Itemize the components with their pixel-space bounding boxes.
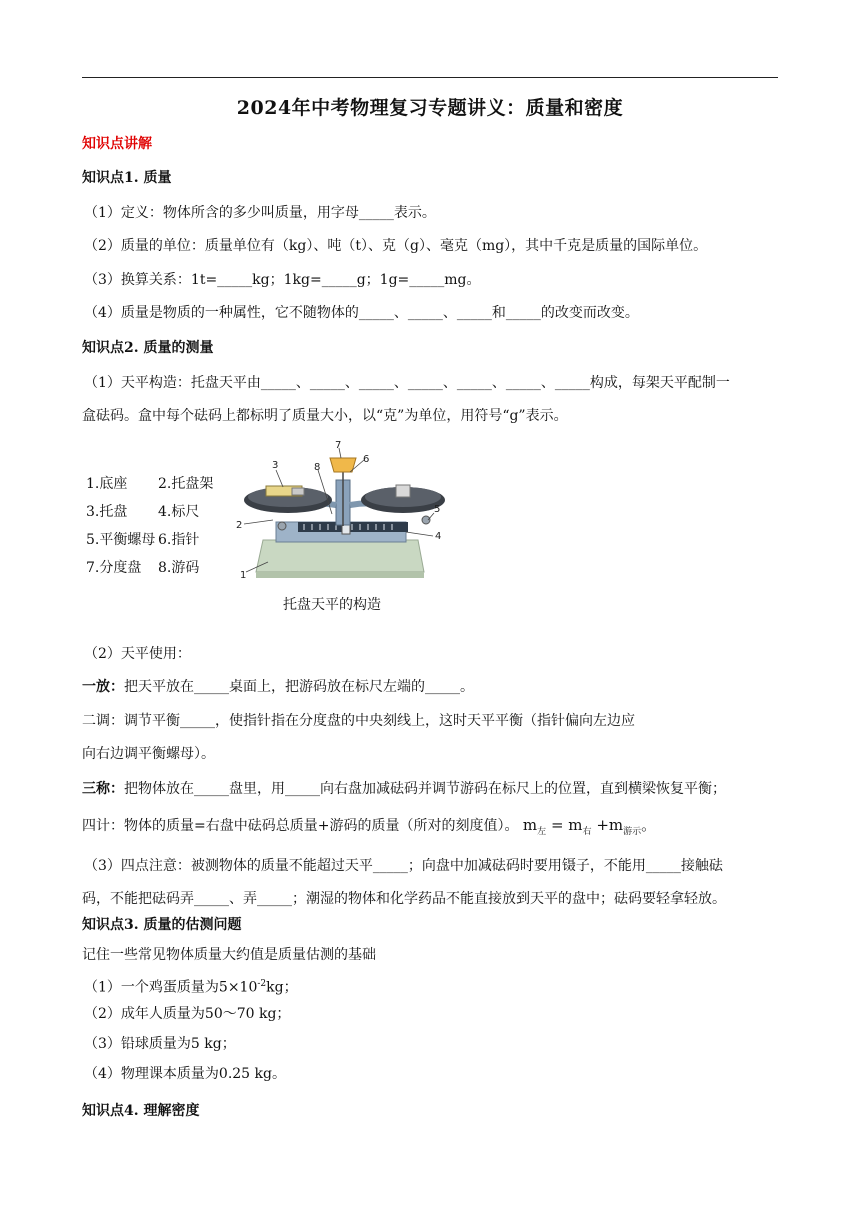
notes-line-2: 码，不能把砝码弄_____、弄_____；潮湿的物体和化学药品不能直接放到天平的盘中；砝码要轻拿轻放。	[82, 891, 726, 907]
formula-rider: 游示	[623, 827, 642, 837]
figure-label-7: 7	[335, 440, 342, 451]
step-2-cont: 向右边调平衡螺母）。	[82, 746, 215, 762]
legend-item: 2.托盘架	[158, 476, 214, 492]
legend-row	[86, 498, 213, 526]
figure-label-3: 3	[272, 460, 279, 471]
k2-heading: 知识点2. 质量的测量	[82, 340, 214, 356]
step-2	[82, 712, 635, 730]
balance-legend	[86, 470, 213, 582]
step-2-label: 二调：	[82, 713, 124, 729]
legend-row	[86, 526, 213, 554]
formula-left: 左	[537, 827, 547, 837]
figure-label-8: 8	[314, 462, 321, 473]
use-heading: （2）天平使用：	[84, 646, 191, 662]
legend-item: 4.标尺	[158, 504, 200, 520]
page-title: 2024年中考物理复习专题讲义：质量和密度	[236, 97, 624, 119]
k1-line-2: （2）质量的单位：质量单位有（kg）、吨（t）、克（g）、毫克（mg），其中千克是质量的国际单位。	[84, 238, 708, 254]
step-2-text: 调节平衡_____，使指针指在分度盘的中央刻线上，这时天平平衡（指针偏向左边应	[124, 713, 635, 729]
k1-heading: 知识点1. 质量	[82, 170, 172, 186]
k3-exponent: -2	[257, 979, 267, 989]
k3-line-3: （3）铅球质量为5 kg；	[84, 1036, 236, 1052]
k1-line-1: （1）定义：物体所含的多少叫质量，用字母_____表示。	[84, 205, 436, 221]
k3-line-1b: kg；	[266, 979, 298, 996]
figure-label-5: 5	[434, 504, 441, 515]
legend-row	[86, 554, 213, 582]
figure-label-4: 4	[435, 531, 442, 542]
step-1	[82, 678, 474, 696]
legend-item: 3.托盘	[86, 504, 128, 520]
k3-line-1	[84, 975, 298, 997]
legend-item: 8.游码	[158, 560, 200, 576]
formula-eq: = m	[550, 816, 583, 834]
step-3	[82, 780, 726, 798]
k1-line-3: （3）换算关系：1t=_____kg；1kg=_____g；1g=_____mg。	[84, 272, 481, 288]
k3-line-4: （4）物理课本质量为0.25 kg。	[84, 1066, 286, 1082]
k2-line-1b: 盒砝码。盒中每个砝码上都标明了质量大小，以“克”为单位，用符号“g”表示。	[82, 408, 568, 424]
figure-label-1: 1	[240, 570, 247, 581]
formula-m: m	[522, 816, 538, 834]
step-4	[82, 816, 656, 841]
step-3-label: 三称：	[82, 781, 124, 797]
mass-formula	[522, 816, 657, 837]
legend-item: 6.指针	[158, 532, 200, 548]
formula-end: 。	[641, 816, 657, 834]
formula-plus: +m	[596, 816, 624, 834]
figure-label-2: 2	[236, 520, 243, 531]
k1-line-4: （4）质量是物质的一种属性，它不随物体的_____、_____、_____和_____的改变而改变。	[84, 305, 639, 321]
k3-heading: 知识点3. 质量的估测问题	[82, 917, 242, 933]
legend-row	[86, 470, 213, 498]
step-1-label: 一放：	[82, 679, 124, 695]
notes-line-1: （3）四点注意：被测物体的质量不能超过天平_____；向盘中加减砝码时要用镊子，不能用_____接触砝	[84, 858, 723, 874]
k2-line-1a: （1）天平构造：托盘天平由_____、_____、_____、_____、_____、_____、_____构成，每架天平配制一	[84, 375, 730, 391]
step-3-text: 把物体放在_____盘里，用_____向右盘加减砝码并调节游码在标尺上的位置，直到横梁恢复平衡；	[124, 781, 726, 797]
k3-line-1a: （1）一个鸡蛋质量为5×10	[84, 979, 258, 996]
balance-illustration	[228, 440, 448, 590]
header-rule	[82, 77, 778, 78]
figure-caption: 托盘天平的构造	[283, 597, 381, 613]
step-4-label: 四计：	[82, 818, 124, 834]
section-heading: 知识点讲解	[82, 136, 152, 152]
legend-item: 5.平衡螺母	[86, 532, 156, 548]
k3-intro: 记住一些常见物体质量大约值是质量估测的基础	[82, 947, 376, 963]
k4-heading: 知识点4. 理解密度	[82, 1103, 200, 1119]
step-1-text: 把天平放在_____桌面上，把游码放在标尺左端的_____。	[124, 679, 474, 695]
legend-item: 1.底座	[86, 476, 128, 492]
formula-right: 右	[582, 827, 592, 837]
step-4-text: 物体的质量=右盘中砝码总质量+游码的质量（所对的刻度值）。	[124, 818, 519, 834]
legend-item: 7.分度盘	[86, 560, 142, 576]
k3-line-2: （2）成年人质量为50～70 kg；	[84, 1006, 291, 1022]
figure-label-6: 6	[363, 454, 370, 465]
